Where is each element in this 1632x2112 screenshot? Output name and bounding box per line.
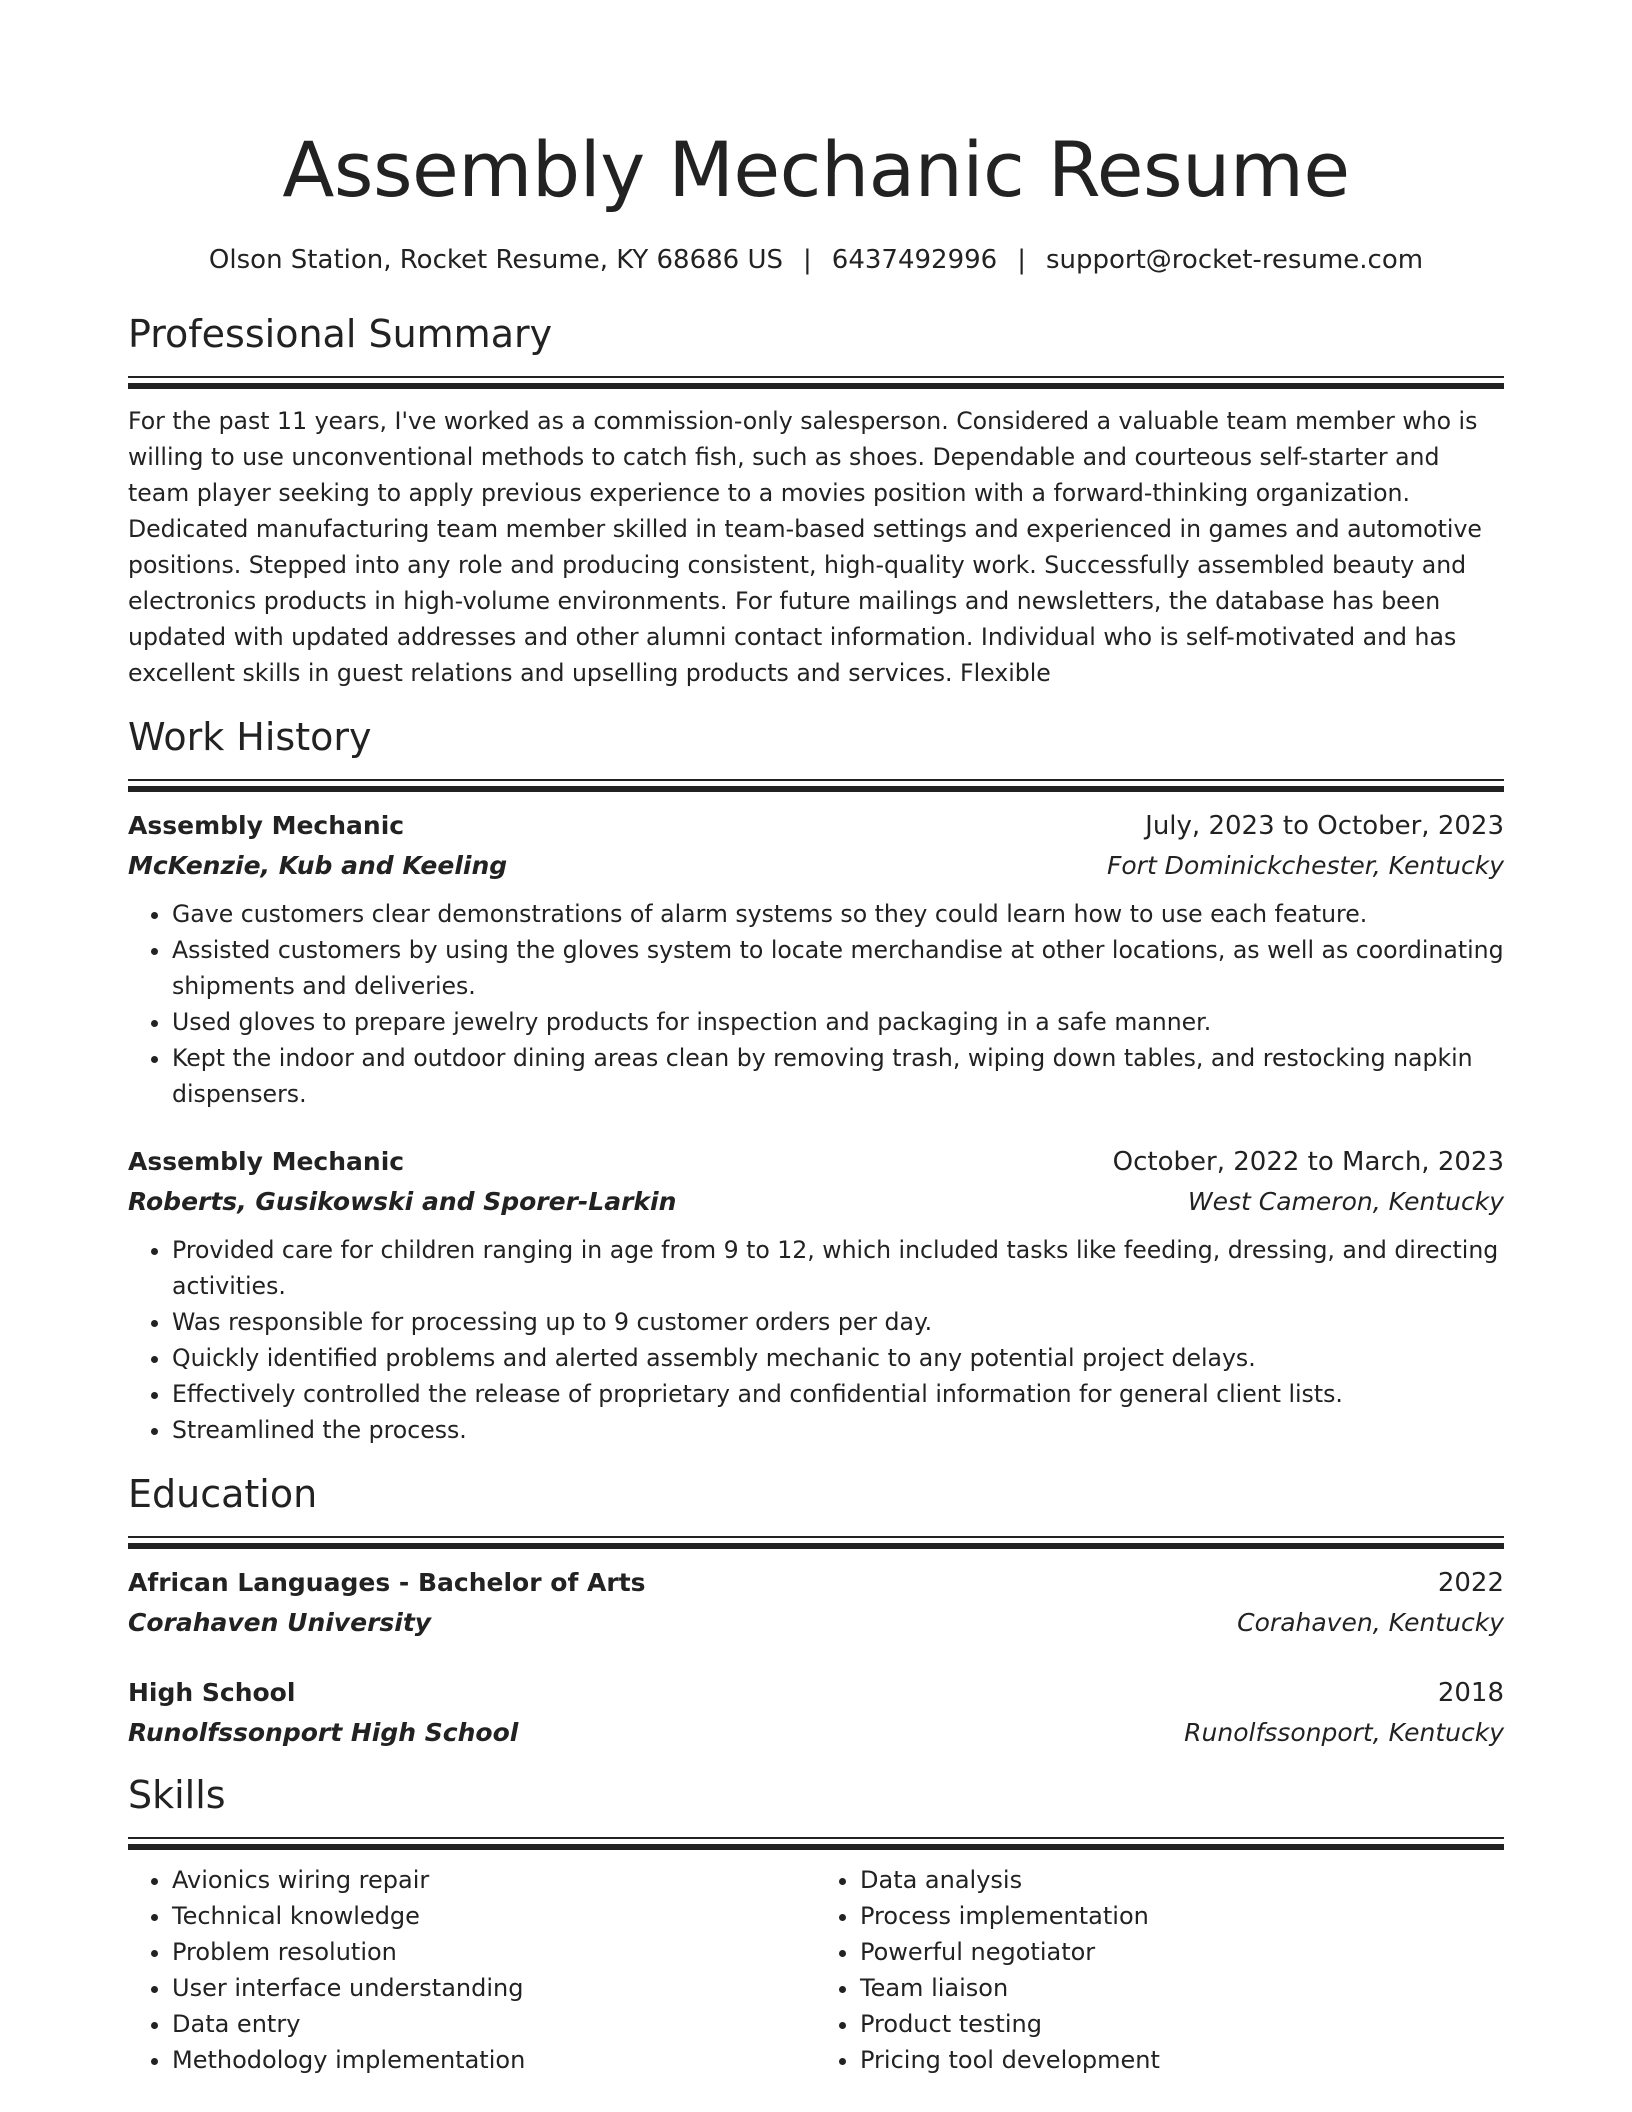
job-title: Assembly Mechanic (128, 811, 405, 840)
education-section (128, 1468, 1504, 1753)
education-header-row (128, 1673, 1504, 1713)
job-bullet: • Assisted customers by using the gloves system to locate merchandise at other locations, as well as coordinating shipments and deliveries. (172, 932, 1504, 1004)
contact-line (128, 242, 1504, 278)
skills-section (128, 1769, 1504, 2078)
section-divider (128, 376, 1504, 389)
contact-separator: | (803, 245, 812, 275)
section-heading-skills: Skills (128, 1773, 226, 1817)
job-bullet: • Effectively controlled the release of proprietary and confidential information for general client lists. (172, 1376, 1504, 1412)
skills-columns (128, 1862, 1504, 2078)
job-dates: July, 2023 to October, 2023 (1145, 811, 1504, 841)
resume-title: Assembly Mechanic Resume (282, 125, 1350, 214)
skill-item: • Data entry (172, 2006, 816, 2042)
education-school: Corahaven University (128, 1608, 432, 1637)
contact-separator: | (1017, 245, 1026, 275)
education-location: Corahaven, Kentucky (1237, 1608, 1504, 1637)
job-dates: October, 2022 to March, 2023 (1112, 1147, 1504, 1177)
job-location: West Cameron, Kentucky (1187, 1187, 1504, 1216)
skill-item: • Powerful negotiator (860, 1934, 1504, 1970)
job-location: Fort Dominickchester, Kentucky (1106, 851, 1504, 880)
job-entry (128, 806, 1504, 1112)
job-bullet: • Was responsible for processing up to 9 customer orders per day. (172, 1304, 1504, 1340)
job-bullet-list (128, 1232, 1504, 1448)
skill-item: • Avionics wiring repair (172, 1862, 816, 1898)
education-degree: African Languages - Bachelor of Arts (128, 1568, 646, 1597)
job-company-row (128, 846, 1504, 886)
education-school-row (128, 1713, 1504, 1753)
job-bullet: • Quickly identified problems and alerted assembly mechanic to any potential project delays. (172, 1340, 1504, 1376)
job-title: Assembly Mechanic (128, 1147, 405, 1176)
summary-section (128, 308, 1504, 691)
skill-item: • Team liaison (860, 1970, 1504, 2006)
job-bullet-list (128, 896, 1504, 1112)
summary-text: For the past 11 years, I've worked as a commission-only salesperson. Considered a valuable team member who is willing to use unconventional methods to catch fish, such as shoes. Dependable and courteous self-starter and team player seeking to apply previous experience to a movies position with a forward-thinking organization. Dedicated manufacturing team member skilled in team-based settings and experienced in games and automotive positions. Stepped into any role and producing consistent, high-quality work. Successfully assembled beauty and electronics products in high-volume environments. For future mailings and newsletters, the database has been updated with updated addresses and other alumni contact information. Individual who is self-motivated and has excellent skills in guest relations and upselling products and services. Flexible (128, 407, 1482, 687)
job-bullet: • Gave customers clear demonstrations of alarm systems so they could learn how to use each feature. (172, 896, 1504, 932)
skills-list-left (128, 1862, 816, 2078)
section-heading-education: Education (128, 1472, 318, 1516)
skills-list-right (816, 1862, 1504, 2078)
job-entry (128, 1142, 1504, 1448)
skill-item: • Problem resolution (172, 1934, 816, 1970)
skill-item: • Methodology implementation (172, 2042, 816, 2078)
section-divider (128, 1536, 1504, 1549)
education-school-row (128, 1603, 1504, 1643)
contact-phone: 6437492996 (831, 245, 998, 275)
job-bullet: • Provided care for children ranging in age from 9 to 12, which included tasks like feeding, dressing, and directing activities. (172, 1232, 1504, 1304)
contact-email: support@rocket-resume.com (1045, 245, 1424, 275)
skill-item: • Technical knowledge (172, 1898, 816, 1934)
job-company-row (128, 1182, 1504, 1222)
section-heading-work-history: Work History (128, 715, 372, 759)
section-divider (128, 1837, 1504, 1850)
job-bullet: • Kept the indoor and outdoor dining areas clean by removing trash, wiping down tables, and restocking napkin dispensers. (172, 1040, 1504, 1112)
job-header-row (128, 806, 1504, 846)
education-degree: High School (128, 1678, 296, 1707)
contact-address: Olson Station, Rocket Resume, KY 68686 US (208, 245, 784, 275)
education-entry (128, 1563, 1504, 1643)
job-company: McKenzie, Kub and Keeling (128, 851, 508, 880)
section-divider (128, 779, 1504, 792)
job-bullet: • Streamlined the process. (172, 1412, 1504, 1448)
education-school: Runolfssonport High School (128, 1718, 519, 1747)
skill-item: • Data analysis (860, 1862, 1504, 1898)
education-year: 2022 (1437, 1568, 1504, 1598)
section-heading-summary: Professional Summary (128, 312, 553, 356)
education-year: 2018 (1437, 1678, 1504, 1708)
job-bullet: • Used gloves to prepare jewelry products for inspection and packaging in a safe manner. (172, 1004, 1504, 1040)
job-header-row (128, 1142, 1504, 1182)
education-header-row (128, 1563, 1504, 1603)
job-company: Roberts, Gusikowski and Sporer-Larkin (128, 1187, 677, 1216)
education-entry (128, 1673, 1504, 1753)
work-history-section (128, 711, 1504, 1448)
education-location: Runolfssonport, Kentucky (1184, 1718, 1504, 1747)
skill-item: • Product testing (860, 2006, 1504, 2042)
skill-item: • Pricing tool development (860, 2042, 1504, 2078)
skill-item: • Process implementation (860, 1898, 1504, 1934)
skill-item: • User interface understanding (172, 1970, 816, 2006)
